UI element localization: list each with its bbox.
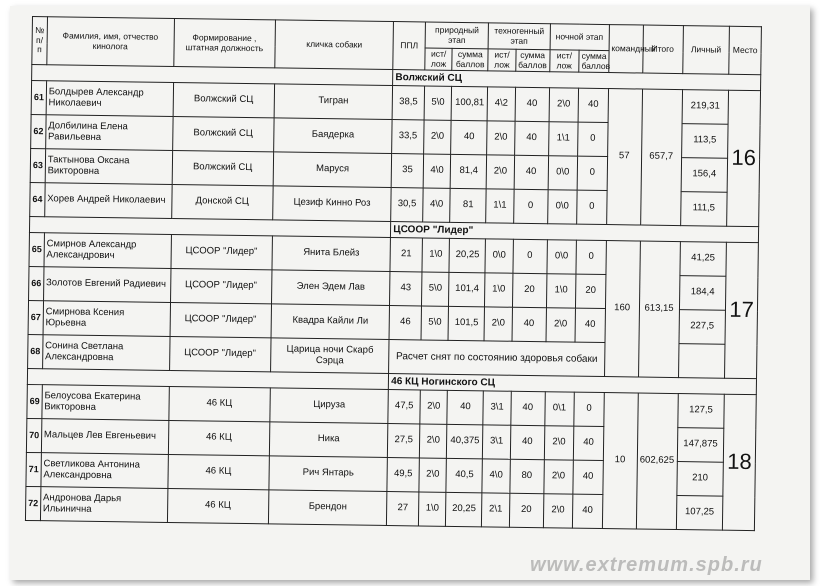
dog-nickname: Брендон [268, 490, 387, 526]
night-sum: 20 [576, 274, 606, 308]
tech-sum: 40 [515, 87, 549, 121]
night-sum: 40 [578, 88, 608, 122]
header-place: Место [729, 26, 761, 74]
tech-found-false: 0\0 [485, 239, 513, 273]
nature-found-false: 1\0 [422, 238, 450, 272]
nature-sum: 20,25 [449, 238, 485, 272]
personal-score: 113,5 [681, 124, 728, 159]
header-night-stage: ночной этап [550, 24, 610, 51]
nature-sum: 100,81 [451, 86, 487, 120]
ppl-score: 38,5 [392, 86, 424, 120]
watermark: www.extremum.spb.ru [530, 554, 763, 576]
header-night-sum: сумма баллов [579, 50, 609, 72]
nature-found-false: 5\0 [421, 306, 449, 340]
nature-sum: 20,25 [446, 492, 482, 526]
header-formation: Формирование , штатная должность [173, 18, 275, 67]
handler-name: Андронова Дарья Ильинична [40, 487, 167, 523]
personal-score: 41,25 [680, 242, 727, 277]
row-number: 62 [31, 114, 46, 148]
night-found-false: 2\0 [543, 494, 573, 528]
nature-sum: 81 [450, 188, 486, 222]
night-found-false: 1\0 [546, 274, 576, 308]
night-sum: 0 [574, 392, 604, 426]
ppl-score: 33,5 [392, 120, 424, 154]
team-score: 10 [602, 393, 638, 529]
night-found-false: 0\0 [548, 156, 578, 190]
tech-sum: 20 [512, 273, 546, 307]
team-place: 17 [725, 242, 759, 378]
row-number: 70 [26, 418, 41, 452]
header-name: Фамилия, имя, отчество кинолога [47, 17, 174, 67]
handler-name: Смирнова Ксения Юрьевна [43, 301, 170, 337]
row-number: 65 [29, 232, 44, 266]
team-total: 602,625 [636, 393, 678, 530]
row-number: 71 [26, 452, 41, 486]
header-ppl: ППЛ [393, 22, 425, 70]
tech-found-false: 2\0 [487, 121, 515, 155]
formation: ЦСООР "Лидер" [171, 234, 273, 269]
formation: Волжский СЦ [172, 150, 274, 185]
formation: 46 КЦ [168, 386, 270, 421]
formation: 46 КЦ [168, 420, 270, 455]
tech-found-false: 3\1 [483, 425, 511, 459]
tech-found-false: 4\0 [482, 459, 510, 493]
nature-sum: 40,375 [447, 424, 483, 458]
formation: ЦСООР "Лидер" [169, 336, 271, 371]
nature-sum: 101,4 [449, 272, 485, 306]
dog-nickname: Баядерка [274, 118, 393, 154]
night-sum: 40 [574, 426, 604, 460]
nature-sum: 81,4 [451, 154, 487, 188]
night-sum: 40 [573, 460, 603, 494]
tech-found-false: 2\0 [484, 307, 512, 341]
personal-score: 127,5 [678, 394, 725, 429]
tech-sum: 40 [512, 307, 546, 341]
night-sum: 40 [575, 308, 605, 342]
nature-found-false: 1\0 [418, 492, 446, 526]
nature-sum: 101,5 [448, 306, 484, 340]
ppl-score: 27 [387, 492, 419, 526]
night-sum: 0 [577, 156, 607, 190]
night-found-false: 1\1 [548, 122, 578, 156]
header-tech-sum: сумма баллов [516, 49, 550, 71]
personal-score: 147,875 [677, 428, 724, 463]
results-table-container [25, 16, 762, 531]
ppl-score: 30,5 [391, 188, 423, 222]
header-personal: Личный [682, 26, 729, 75]
handler-name: Болдырев Александр Николаевич [46, 81, 173, 117]
night-found-false: 2\0 [546, 308, 576, 342]
team-total: 657,7 [640, 89, 682, 226]
personal-score: 111,5 [680, 192, 727, 227]
night-found-false: 0\0 [547, 190, 577, 224]
nature-found-false: 4\0 [423, 188, 451, 222]
tech-found-false: 1\0 [485, 273, 513, 307]
row-number: 66 [29, 266, 44, 300]
team-place: 16 [727, 90, 761, 226]
personal-score: 210 [677, 462, 724, 497]
tech-sum: 40 [514, 121, 548, 155]
row-number: 61 [31, 81, 46, 115]
header-tech-il: ист/лож [488, 49, 516, 71]
formation: ЦСООР "Лидер" [170, 268, 272, 303]
dog-nickname: Цируза [270, 388, 389, 424]
night-found-false: 0\0 [547, 240, 577, 274]
night-found-false: 2\0 [549, 88, 579, 122]
tech-sum: 40 [510, 425, 544, 459]
night-found-false: 2\0 [543, 460, 573, 494]
team-score: 160 [604, 241, 640, 377]
header-night-il: ист/лож [549, 50, 579, 72]
handler-name: Смирнов Александр Александрович [44, 233, 171, 269]
header-team: командный [609, 25, 643, 73]
tech-found-false: 2\0 [486, 155, 514, 189]
handler-name: Долбилина Елена Равильевна [45, 115, 172, 151]
nature-sum: 40 [447, 390, 483, 424]
tech-sum: 40 [511, 391, 545, 425]
nature-found-false: 4\0 [423, 154, 451, 188]
row-number: 72 [25, 486, 40, 520]
formation: Волжский СЦ [172, 116, 274, 151]
tech-found-false: 4\2 [487, 87, 515, 121]
header-num: № п/п [32, 17, 47, 65]
dog-nickname: Элен Эдем Лав [271, 270, 390, 306]
handler-name: Хорев Андрей Николаевич [44, 183, 171, 219]
row-number: 64 [30, 182, 45, 216]
dog-nickname: Царица ночи Скарб Сэрца [271, 338, 390, 374]
team-place: 18 [723, 394, 757, 530]
team-title: ЦСООР "Лидер" [391, 222, 759, 243]
personal-score: 156,4 [681, 158, 728, 193]
nature-found-false: 2\0 [419, 458, 447, 492]
header-nature-stage: природный этап [425, 22, 489, 49]
dog-nickname: Тигран [274, 84, 393, 120]
scanned-sheet [10, 6, 810, 580]
tech-sum: 80 [510, 459, 544, 493]
night-sum: 0 [576, 240, 606, 274]
formation: Донской СЦ [171, 184, 273, 219]
team-title: 46 КЦ Ногинского СЦ [389, 374, 757, 395]
formation: 46 КЦ [167, 454, 269, 489]
tech-found-false: 3\1 [483, 391, 511, 425]
handler-name: Светликова Антонина Александровна [41, 453, 168, 489]
ppl-score: 49,5 [387, 458, 419, 492]
personal-score: 107,25 [676, 496, 723, 531]
formation: ЦСООР "Лидер" [170, 302, 272, 337]
withdrawn-note: Расчет снят по состоянию здоровья собаки [389, 340, 605, 377]
nature-found-false: 2\0 [424, 120, 452, 154]
night-found-false: 0\1 [544, 392, 574, 426]
ppl-score: 21 [390, 238, 422, 272]
tech-sum: 0 [513, 239, 547, 273]
ppl-score: 47,5 [388, 390, 420, 424]
dog-nickname: Маруся [273, 152, 392, 188]
nature-found-false: 5\0 [421, 272, 449, 306]
header-nickname: кличка собаки [275, 20, 394, 70]
nature-sum: 40,5 [446, 458, 482, 492]
ppl-score: 27,5 [388, 424, 420, 458]
row-number: 63 [30, 148, 45, 182]
tech-found-false: 2\1 [482, 493, 510, 527]
handler-name: Мальцев Лев Евгеньевич [41, 419, 168, 455]
handler-name: Тактынова Оксана Викторовна [45, 149, 172, 185]
nature-found-false: 5\0 [424, 86, 452, 120]
night-sum: 0 [577, 190, 607, 224]
formation: Волжский СЦ [173, 82, 275, 117]
tech-found-false: 1\1 [486, 189, 514, 223]
tech-sum: 40 [514, 155, 548, 189]
header-total: Итого [642, 25, 683, 74]
nature-found-false: 2\0 [419, 424, 447, 458]
header-nature-il: ист/лож [425, 48, 453, 70]
handler-name: Белоусова Екатерина Викторовна [42, 385, 169, 421]
night-sum: 40 [573, 494, 603, 528]
formation: 46 КЦ [167, 488, 269, 523]
personal-score: 219,31 [682, 90, 729, 125]
tech-sum: 20 [509, 493, 543, 527]
nature-found-false: 2\0 [420, 390, 448, 424]
results-table [25, 16, 762, 531]
ppl-score: 46 [389, 306, 421, 340]
ppl-score: 43 [390, 272, 422, 306]
personal-score: 227,5 [679, 310, 726, 345]
header-nature-sum: сумма баллов [452, 48, 488, 70]
dog-nickname: Янита Блейз [272, 236, 391, 272]
ppl-score: 35 [391, 154, 423, 188]
team-total: 613,15 [638, 241, 680, 378]
dog-nickname: Ника [269, 422, 388, 458]
header-technogenic-stage: техногенный этап [488, 23, 550, 50]
row-number: 67 [28, 300, 43, 334]
night-sum: 0 [578, 122, 608, 156]
dog-nickname: Квадра Кайли Ли [271, 304, 390, 340]
dog-nickname: Рич Янтарь [269, 456, 388, 492]
row-number: 69 [27, 384, 42, 418]
handler-name: Сонина Светлана Александровна [42, 335, 169, 371]
row-number: 68 [28, 334, 43, 368]
tech-sum: 0 [513, 189, 547, 223]
handler-name: Золотов Евгений Радиевич [43, 267, 170, 303]
night-found-false: 2\0 [544, 426, 574, 460]
dog-nickname: Цезиф Кинно Роз [273, 186, 392, 222]
nature-sum: 40 [451, 120, 487, 154]
personal-score: 184,4 [679, 276, 726, 311]
team-score: 57 [606, 89, 642, 225]
table-body [25, 65, 760, 531]
personal-score [678, 344, 725, 379]
team-title: Волжский СЦ [393, 70, 761, 91]
